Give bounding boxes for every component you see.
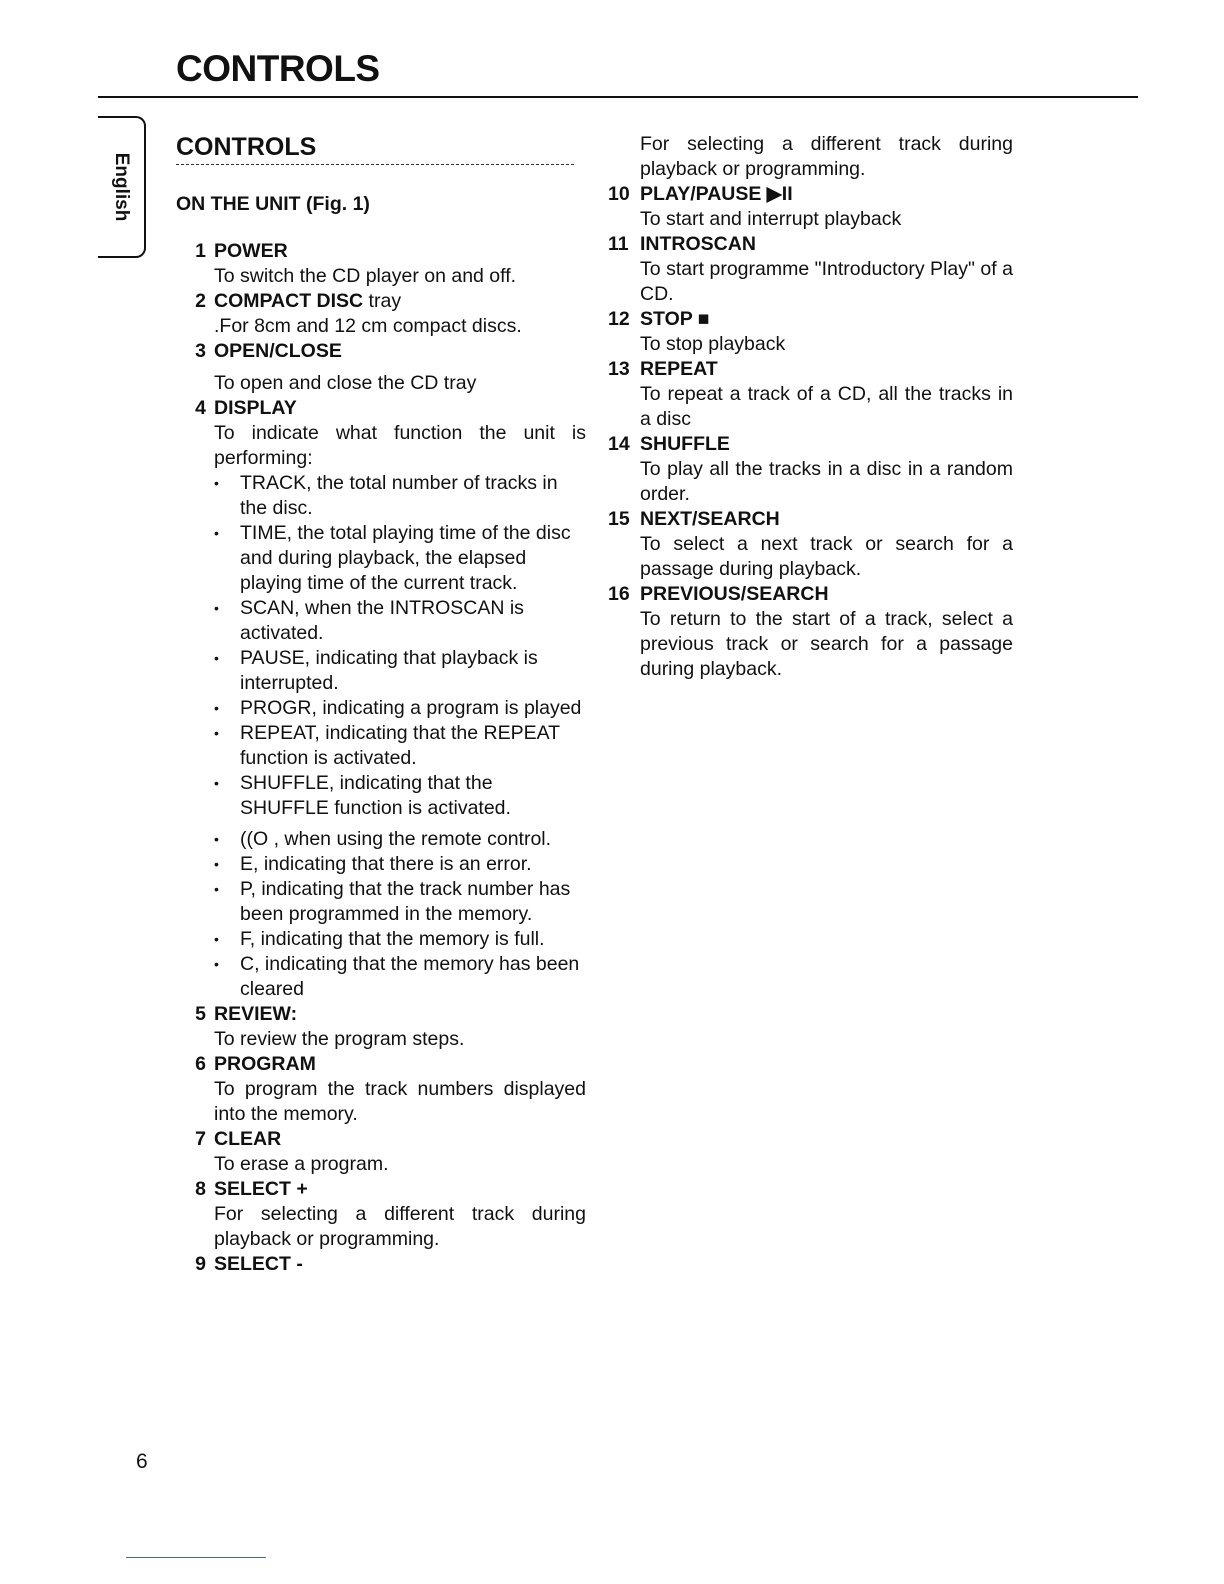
item-description: To start programme "Introductory Play" of a CD. bbox=[640, 258, 1013, 305]
item-label: NEXT/SEARCH bbox=[640, 508, 780, 530]
control-item bbox=[608, 507, 1013, 582]
control-item bbox=[608, 232, 1013, 307]
item-number: 2 bbox=[195, 290, 206, 312]
item-description-continued: For selecting a different track during playback or programming. bbox=[640, 133, 1013, 180]
list-item: • SCAN, when the INTROSCAN is activated. bbox=[214, 596, 586, 646]
item-number: 1 bbox=[195, 240, 206, 262]
list-item: • E, indicating that there is an error. bbox=[214, 852, 586, 877]
control-item bbox=[608, 182, 1013, 232]
item-description: To start and interrupt playback bbox=[640, 208, 902, 230]
list-item: • F, indicating that the memory is full. bbox=[214, 927, 586, 952]
item-number: 4 bbox=[195, 397, 206, 419]
control-item bbox=[176, 1177, 586, 1252]
control-item bbox=[176, 1252, 586, 1277]
item-number: 11 bbox=[608, 233, 629, 255]
item-number: 15 bbox=[608, 508, 630, 530]
item-description: To return to the start of a track, select a previous track or search for a passage during playback. bbox=[640, 608, 1013, 680]
item-label: DISPLAY bbox=[214, 397, 297, 419]
item-label: PREVIOUS/SEARCH bbox=[640, 583, 829, 605]
list-item: • REPEAT, indicating that the REPEAT function is activated. bbox=[214, 721, 586, 771]
item-description: To indicate what function the unit is performing: bbox=[214, 422, 586, 469]
item-description: To erase a program. bbox=[214, 1153, 389, 1175]
item-number: 13 bbox=[608, 358, 630, 380]
item-label: OPEN/CLOSE bbox=[214, 340, 342, 362]
control-item bbox=[176, 289, 586, 339]
control-item bbox=[176, 339, 586, 396]
item-number: 7 bbox=[195, 1128, 206, 1150]
list-item: • PAUSE, indicating that playback is interrupted. bbox=[214, 646, 586, 696]
control-item bbox=[176, 396, 586, 1002]
language-tab-label: English bbox=[111, 152, 132, 222]
item-description: To open and close the CD tray bbox=[214, 372, 477, 394]
item-number: 6 bbox=[195, 1053, 206, 1075]
page-title: CONTROLS bbox=[176, 48, 380, 89]
list-item: • PROGR, indicating a program is played bbox=[214, 696, 586, 721]
item-number: 12 bbox=[608, 308, 630, 330]
section-subtitle: ON THE UNIT (Fig. 1) bbox=[176, 193, 370, 215]
item-description: For selecting a different track during playback or programming. bbox=[214, 1203, 586, 1250]
item-label: PLAY/PAUSE ▶II bbox=[640, 183, 793, 205]
item-label: REPEAT bbox=[640, 358, 718, 380]
page-number: 6 bbox=[136, 1450, 148, 1473]
item-label: SELECT - bbox=[214, 1253, 303, 1275]
item-label: PROGRAM bbox=[214, 1053, 316, 1075]
item-description: To select a next track or search for a passage during playback. bbox=[640, 533, 1013, 580]
list-item: • TIME, the total playing time of the disc and during playback, the elapsed playing time of the current track. bbox=[214, 521, 586, 596]
item-description: .For 8cm and 12 cm compact discs. bbox=[214, 315, 522, 337]
control-item bbox=[608, 432, 1013, 507]
item-number: 9 bbox=[195, 1253, 206, 1275]
item-number: 3 bbox=[195, 340, 206, 362]
item-label: CLEAR bbox=[214, 1128, 282, 1150]
item-number: 5 bbox=[195, 1003, 206, 1025]
item-number: 10 bbox=[608, 183, 630, 205]
item-number: 8 bbox=[195, 1178, 206, 1200]
item-label: POWER bbox=[214, 240, 288, 262]
list-item: • ((O , when using the remote control. bbox=[214, 827, 586, 852]
item-label: STOP ■ bbox=[640, 308, 710, 330]
list-item: • P, indicating that the track number has been programmed in the memory. bbox=[214, 877, 586, 927]
item-label: REVIEW: bbox=[214, 1003, 298, 1025]
left-column bbox=[176, 132, 586, 1277]
item-description: To stop playback bbox=[640, 333, 786, 355]
list-item: • TRACK, the total number of tracks in the disc. bbox=[214, 471, 586, 521]
section-title: CONTROLS bbox=[176, 133, 317, 161]
item-description: To play all the tracks in a disc in a random order. bbox=[640, 458, 1013, 505]
item-label: COMPACT DISC bbox=[214, 290, 364, 312]
section-rule bbox=[176, 164, 574, 166]
item-number: 14 bbox=[608, 433, 630, 455]
item-label: INTROSCAN bbox=[640, 233, 756, 255]
item-description: To repeat a track of a CD, all the tracks in a disc bbox=[640, 383, 1013, 430]
list-item: • C, indicating that the memory has been cleared bbox=[214, 952, 586, 1002]
title-rule bbox=[98, 96, 1138, 98]
footer-rule bbox=[126, 1557, 266, 1558]
language-tab bbox=[98, 116, 146, 258]
item-description: To switch the CD player on and off. bbox=[214, 265, 517, 287]
control-item bbox=[176, 1002, 586, 1052]
display-indicator-list bbox=[176, 471, 586, 1002]
control-item bbox=[608, 582, 1013, 682]
control-item bbox=[176, 1052, 586, 1127]
item-description: To review the program steps. bbox=[214, 1028, 465, 1050]
right-column bbox=[608, 132, 1013, 682]
item-label: SELECT + bbox=[214, 1178, 308, 1200]
item-number: 16 bbox=[608, 583, 630, 605]
control-item bbox=[176, 239, 586, 289]
list-item: • SHUFFLE, indicating that the SHUFFLE function is activated. bbox=[214, 771, 586, 821]
control-item bbox=[608, 307, 1013, 357]
control-item bbox=[176, 1127, 586, 1177]
item-label-suffix: tray bbox=[363, 290, 402, 312]
control-item bbox=[608, 357, 1013, 432]
item-description: To program the track numbers displayed into the memory. bbox=[214, 1078, 586, 1125]
item-label: SHUFFLE bbox=[640, 433, 730, 455]
